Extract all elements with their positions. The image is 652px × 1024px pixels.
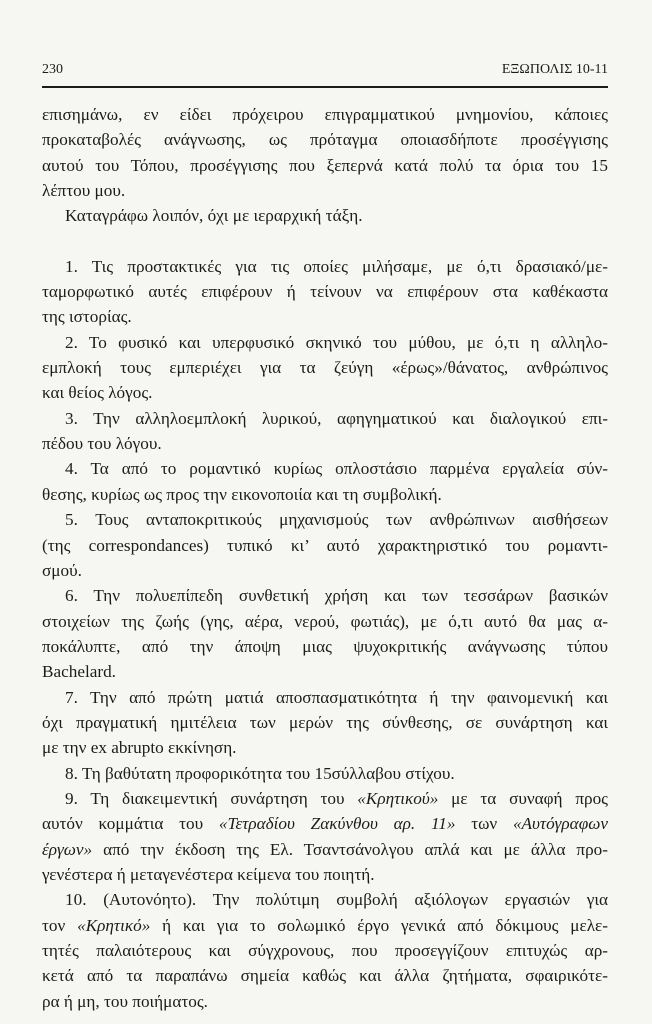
paragraph bbox=[42, 507, 608, 583]
running-title: ΕΞΩΠΟΛΙΣ 10-11 bbox=[501, 62, 608, 77]
text-segment: των bbox=[455, 814, 513, 834]
paragraph bbox=[42, 203, 608, 228]
text-line: (της correspondances) τυπικό κι’ αυτό χαρακτηριστικό του ρομαντι- bbox=[42, 535, 608, 555]
text-line: αυτού του Τόπου, προσέγγισης που ξεπερνά κατά πολύ τα όρια του 15 bbox=[42, 155, 608, 175]
paragraph-gap bbox=[42, 229, 608, 254]
text-line: ποκάλυπτε, από την άποψη μιας ψυχοκριτικής ανάγνωσης τύπου bbox=[42, 636, 608, 656]
text-line: 4. Τα από το ρομαντικό κυρίως οπλοστάσιο παρμένα εργαλεία σύν- bbox=[65, 459, 608, 479]
page-body bbox=[42, 102, 608, 1014]
paragraph bbox=[42, 761, 608, 786]
text-segment: αυτόν κομμάτια του bbox=[42, 814, 219, 834]
text-line: γενέστερα ή μεταγενέστερα κείμενα του ποιητή. bbox=[42, 864, 375, 884]
text-line: 5. Τους ανταποκριτικούς μηχανισμούς των ανθρώπινων αισθήσεων bbox=[65, 510, 608, 530]
paragraph bbox=[42, 254, 608, 330]
text-line: ρα ή μη, του ποιήματος. bbox=[42, 991, 208, 1011]
header-rule bbox=[42, 86, 608, 88]
text-line: 3. Την αλληλοεμπλοκή λυρικού, αφηγηματικού και διαλογικού επι- bbox=[65, 408, 608, 428]
text-line: λέπτου μου. bbox=[42, 181, 126, 201]
paragraph bbox=[42, 786, 608, 887]
text-line: πέδου του λόγου. bbox=[42, 434, 162, 454]
paragraph bbox=[42, 406, 608, 457]
text-line: Bachelard. bbox=[42, 662, 116, 682]
text-line bbox=[42, 913, 608, 938]
paragraph bbox=[42, 102, 608, 203]
text-segment: 9. Τη διακειμεντική συνάρτηση του bbox=[65, 788, 358, 808]
text-line: τητές παλαιότερους και σύγχρονους, που προσεγγίζουν επιτυχώς αρ- bbox=[42, 941, 608, 960]
text-segment: ή και για το σολωμικό έργο γενικά από δόκιμους μελε- bbox=[150, 915, 608, 935]
paragraph bbox=[42, 583, 608, 684]
text-line: θεσης, κυρίως ως προς την εικονοποιία και τη συμβολική. bbox=[42, 484, 442, 504]
italic-title: «Κρητικού» bbox=[357, 788, 439, 808]
text-segment: από την έκδοση της Ελ. Τσαντσάνολγου απλά και με άλλα προ- bbox=[92, 839, 608, 859]
paragraph bbox=[42, 887, 608, 1014]
text-line: 7. Την από πρώτη ματιά αποσπασματικότητα ή την φαινομενική και bbox=[65, 687, 608, 707]
text-line: προκαταβολές ανάγνωσης, ως πρόταγμα οποιασδήποτε προσέγγισης bbox=[42, 130, 608, 150]
text-line: ταμορφωτικό αυτές επιφέρουν ή τείνουν να επιφέρουν στα καθέκαστα bbox=[42, 282, 608, 302]
italic-title: «Αυτόγραφων bbox=[512, 814, 608, 834]
text-line: σμού. bbox=[42, 560, 82, 580]
text-line: κετά από τα παραπάνω σημεία καθώς και άλλα ζητήματα, σφαιρικότε- bbox=[42, 966, 608, 986]
text-line: 10. (Αυτονόητο). Την πολύτιμη συμβολή αξιόλογων εργασιών για bbox=[65, 890, 608, 910]
italic-title: «Τετραδίου Ζακύνθου αρ. 11» bbox=[218, 814, 456, 834]
text-segment: τον bbox=[42, 915, 78, 935]
paragraph bbox=[42, 456, 608, 507]
text-line: Καταγράφω λοιπόν, όχι με ιεραρχική τάξη. bbox=[65, 206, 363, 226]
text-line: επισημάνω, εν είδει πρόχειρου επιγραμματικού μνημονίου, κάποιες bbox=[42, 105, 608, 124]
text-line: με την ex abrupto εκκίνηση. bbox=[42, 738, 237, 758]
paragraph bbox=[42, 685, 608, 761]
text-line: της ιστορίας. bbox=[42, 307, 132, 327]
text-line bbox=[42, 837, 608, 862]
text-line bbox=[42, 811, 608, 836]
text-line: 1. Τις προστακτικές για τις οποίες μιλήσαμε, με ό,τι δρασιακό/με- bbox=[65, 256, 608, 276]
text-line bbox=[42, 786, 608, 811]
text-segment: με τα συναφή προς bbox=[438, 788, 608, 808]
paragraph bbox=[42, 330, 608, 406]
text-line: εμπλοκή τους εμπεριέχει για τα ζεύγη «έρως»/θάνατος, ανθρώπινος bbox=[42, 358, 608, 378]
text-line: 2. Το φυσικό και υπερφυσικό σκηνικό του μύθου, με ό,τι η αλληλο- bbox=[65, 332, 608, 352]
italic-title: «Κρητικό» bbox=[77, 915, 151, 935]
running-header bbox=[42, 62, 608, 82]
italic-title: έργων» bbox=[42, 839, 93, 859]
text-line: όχι πραγματική ημιτέλεια των μερών της σύνθεσης, σε συνάρτηση και bbox=[42, 712, 608, 732]
page-number: 230 bbox=[42, 62, 63, 77]
text-line: στοιχείων της ζωής (γης, αέρα, νερού, φωτιάς), με ό,τι αυτό θα μας α- bbox=[42, 611, 608, 631]
text-line: 6. Την πολυεπίπεδη συνθετική χρήση και των τεσσάρων βασικών bbox=[65, 586, 608, 606]
text-line: και θείος λόγος. bbox=[42, 383, 153, 403]
text-line: 8. Τη βαθύτατη προφορικότητα του 15σύλλαβου στίχου. bbox=[65, 763, 455, 783]
